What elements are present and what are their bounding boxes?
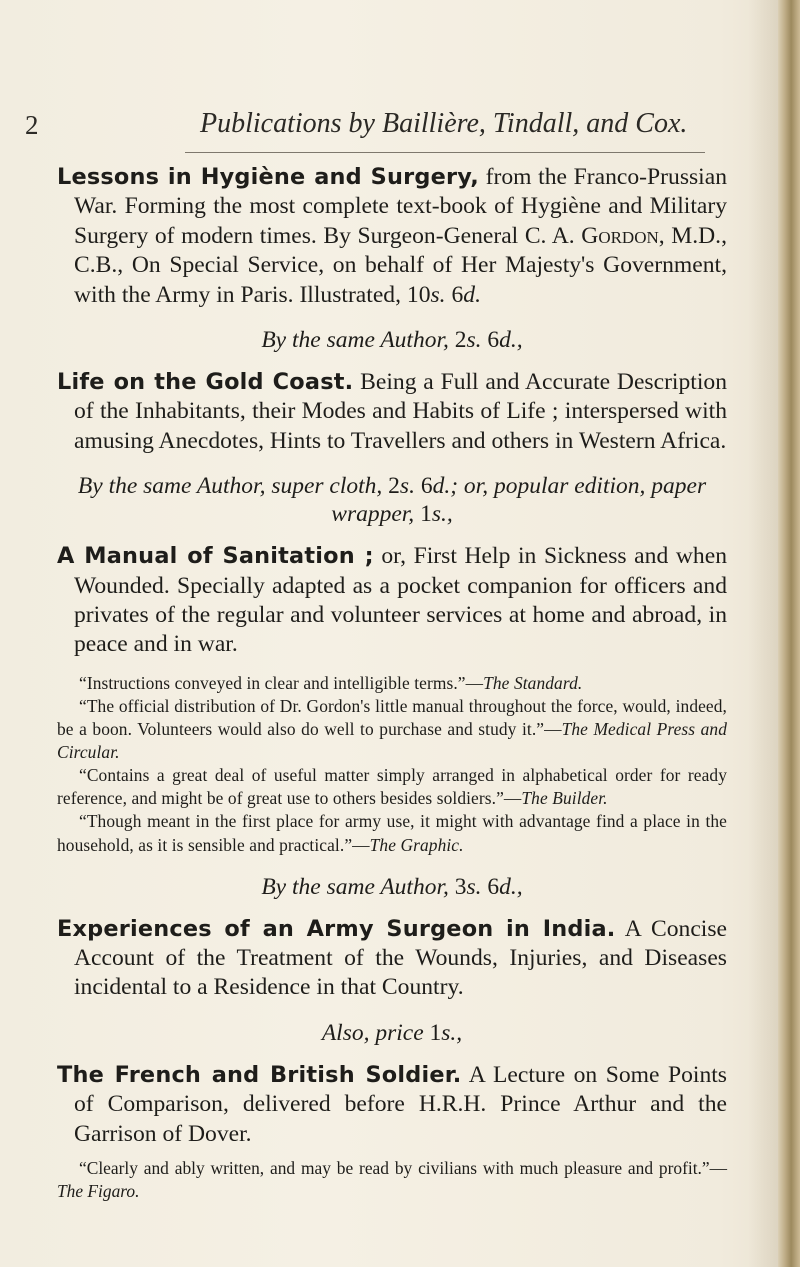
price-shilling-unit: s. <box>430 281 446 308</box>
review-source: The Graphic. <box>369 834 464 855</box>
author-line-manual-of-sanitation: By the same Author, super cloth, 2s. 6d.; or, popular edition, paper wrapper, 1s., <box>77 473 707 528</box>
review-source: The Builder. <box>521 788 608 809</box>
entry-description: from the Franco-Prussian War. Forming the most complete text-book of Hygiène and Military Surgery of modern times. <box>74 164 728 249</box>
review-quote: “The official distribution of Dr. Gordon's little manual throughout the force, would, indeed, be a boon. Volunteers would also do well to purchase and study it.”—The Medical Press and Circular. <box>57 695 728 763</box>
author-line-experiences: By the same Author, 3s. 6d., <box>261 873 523 900</box>
entry-title: The French and British Soldier. <box>57 1061 462 1088</box>
publication-list <box>57 163 727 1221</box>
press-reviews <box>57 672 727 857</box>
author-details: , M.D., C.B., On Special Service, on behalf of Her Majesty's Government, with the Army in Paris. Illustrated, <box>74 222 727 308</box>
entry-description: or, First Help in Sickness and when Wounded. Specially adapted as a pocket companion for officers and privates of the regular and volunteer services at home and abroad, in peace and in war. <box>74 543 727 658</box>
author-name: Gordon <box>581 222 659 249</box>
binding-edge <box>778 0 800 1267</box>
review-source: The Figaro. <box>57 1181 140 1202</box>
entry-description: Being a Full and Accurate Description of the Inhabitants, their Modes and Habits of Life ; interspersed with amusing Anecdotes, Hints to Travellers and others in Western Africa. <box>74 369 727 454</box>
review-quote: “Contains a great deal of useful matter simply arranged in alphabetical order for ready reference, and might be of great use to others besides soldiers.”—The Builder. <box>57 765 727 809</box>
running-header <box>25 108 745 148</box>
price-shillings: 10 <box>406 281 431 308</box>
entry-life-on-the-gold-coast <box>57 368 727 456</box>
review-quote-figaro: “Clearly and ably written, and may be read by civilians with much pleasure and profit.”—The Figaro. <box>57 1158 727 1202</box>
price-pence: 6 <box>451 281 464 308</box>
review-quote: “Instructions conveyed in clear and intelligible terms.”—The Standard. <box>79 672 583 693</box>
review-source: The Standard. <box>483 672 583 693</box>
entry-description: A Lecture on Some Points of Comparison, delivered before H.R.H. Prince Arthur and the Garrison of Dover. <box>74 1061 727 1147</box>
entry-title: Lessons in Hygiène and Surgery, <box>57 164 479 190</box>
page-gutter-shadow <box>748 0 778 1267</box>
author-prefix: By Surgeon-General C. A. <box>323 222 582 249</box>
entry-description: A Concise Account of the Treatment of the Wounds, Injuries, and Diseases incidental to a Residence in that Country. <box>74 915 727 1001</box>
page-number: 2 <box>25 110 39 140</box>
price-pence-unit: d. <box>463 281 481 308</box>
header-rule <box>185 152 705 153</box>
entry-manual-of-sanitation <box>57 542 727 660</box>
entry-title: Life on the Gold Coast. <box>57 369 354 396</box>
author-line-gold-coast: By the same Author, 2s. 6d., <box>261 327 523 354</box>
review-quote: “Though meant in the first place for army use, it might with advantage find a place in the household, as it is sensible and practical.”—The Graphic. <box>57 811 727 855</box>
entry-experiences-army-surgeon-india <box>57 915 727 1003</box>
review-source: The Medical Press and Circular. <box>57 719 728 763</box>
running-title: Publications by Baillière, Tindall, and Cox. <box>200 108 688 139</box>
entry-french-and-british-soldier <box>57 1061 727 1149</box>
author-line-french-british-soldier: Also, price 1s., <box>321 1019 463 1046</box>
entry-lessons-in-hygiene <box>57 163 727 310</box>
entry-title: Experiences of an Army Surgeon in India. <box>57 915 616 942</box>
entry-title: A Manual of Sanitation ; <box>57 543 374 570</box>
